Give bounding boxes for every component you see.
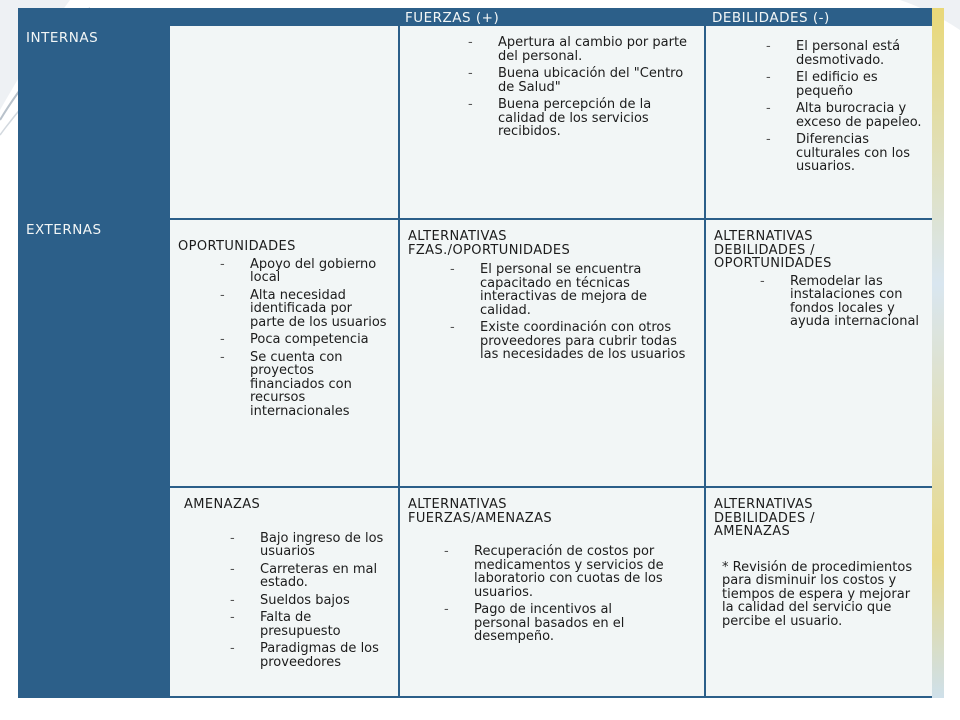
list-item: - Remodelar las instalaciones con fondos locales y ayuda internacional <box>760 273 920 329</box>
amenazas-list <box>230 530 390 670</box>
debilidades-list <box>766 39 926 174</box>
list-item: - Falta de presupuesto <box>230 610 341 639</box>
list-item: - Bajo ingreso de los usuarios <box>230 530 384 559</box>
list-item: - El personal se encuentra capacitado en técnicas interactivas de mejora de calidad. <box>450 262 647 318</box>
list-item: - Apoyo del gobierno local <box>220 256 377 285</box>
list-item: - Alta burocracia y exceso de papeleo. <box>766 101 922 130</box>
header-debilidades: DEBILIDADES (-) <box>712 10 830 26</box>
list-item: - Pago de incentivos al personal basados en el desempeño. <box>444 602 625 644</box>
list-item: - Carreteras en mal estado. <box>230 561 378 590</box>
cell-alternativas-fo <box>400 220 704 486</box>
list-item: - Alta necesidad identificada por parte de los usuarios <box>220 287 387 330</box>
list-item: - Existe coordinación con otros proveedores para cubrir todas las necesidades de los usuarios <box>450 320 686 362</box>
row-label-externas: EXTERNAS <box>26 222 102 238</box>
fa-title: ALTERNATIVAS FUERZAS/AMENAZAS <box>408 497 553 526</box>
list-item: - El personal está desmotivado. <box>766 39 901 68</box>
header-fuerzas: FUERZAS (+) <box>405 10 500 26</box>
da-note: * Revisión de procedimientos para disminuir los costos y tiempos de espera y mejorar la calidad del servicio que percibe el usuario. <box>722 559 913 629</box>
list-item: - El edificio es pequeño <box>766 70 878 99</box>
list-item: - Se cuenta con proyectos financiados con recursos internacionales <box>220 349 352 419</box>
fuerzas-list <box>468 35 696 139</box>
cell-debilidades <box>706 26 934 218</box>
da-title: ALTERNATIVAS DEBILIDADES / AMENAZAS <box>714 497 815 539</box>
fa-list <box>444 544 666 644</box>
row-label-internas: INTERNAS <box>26 30 99 46</box>
list-item: - Diferencias culturales con los usuarios. <box>766 132 910 174</box>
cell-alternativas-do <box>706 220 934 486</box>
list-item: - Apertura al cambio por parte del personal. <box>468 35 688 64</box>
list-item: - Sueldos bajos <box>230 592 350 608</box>
right-edge-band <box>932 8 944 698</box>
list-item: - Paradigmas de los proveedores <box>230 641 379 670</box>
cell-alternativas-fa <box>400 488 704 696</box>
do-list <box>760 273 926 329</box>
cell-alternativas-da <box>706 488 934 696</box>
foda-table <box>18 8 938 698</box>
oportunidades-title: OPORTUNIDADES <box>178 239 296 254</box>
cell-amenazas <box>170 488 398 696</box>
list-item: - Poca competencia <box>220 332 369 347</box>
cell-oportunidades <box>170 220 398 486</box>
fo-title: ALTERNATIVAS FZAS./OPORTUNIDADES <box>408 229 571 258</box>
cell-internas-blank <box>170 26 398 218</box>
list-item: - Buena ubicación del "Centro de Salud" <box>468 66 684 95</box>
list-item: - Recuperación de costos por medicamentos y servicios de laboratorio con cuotas de los usuarios. <box>444 544 664 600</box>
cell-fuerzas <box>400 26 704 218</box>
fo-list <box>450 262 696 362</box>
list-item: - Buena percepción de la calidad de los servicios recibidos. <box>468 97 652 139</box>
oportunidades-list <box>220 256 390 419</box>
do-title: ALTERNATIVAS DEBILIDADES / OPORTUNIDADES <box>714 229 832 271</box>
amenazas-title: AMENAZAS <box>184 497 261 512</box>
